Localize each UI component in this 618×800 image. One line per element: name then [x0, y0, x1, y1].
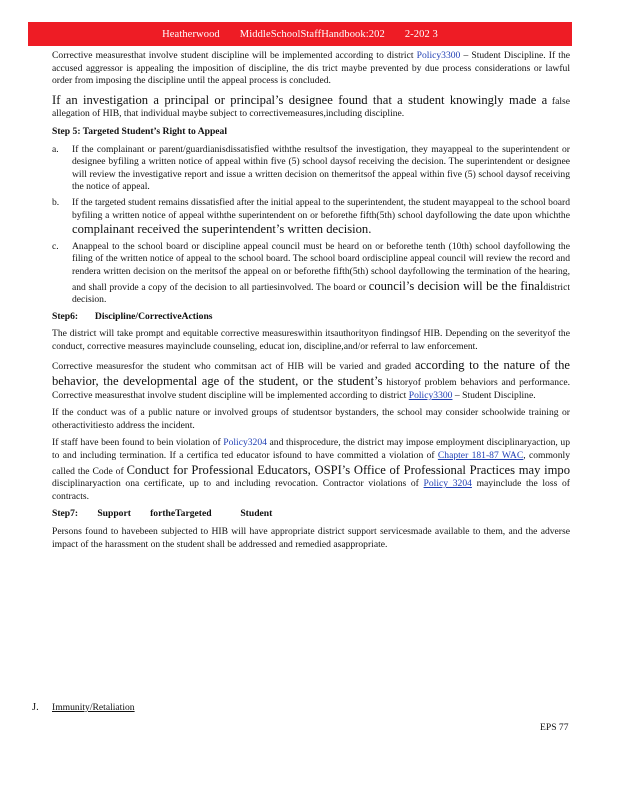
section-immunity-retaliation	[32, 702, 161, 713]
section-label: Immunity/Retaliation	[52, 702, 135, 713]
step7-heading: Step7: Support fortheTargeted Student	[52, 508, 273, 520]
policy-3300-link[interactable]: Policy3300	[408, 389, 453, 401]
list-item: b. If the targeted student remains dissatisfied after the initial appeal to the superintendent, the student mayappeal to the school board byfiling a written notice of appeal withthe superintendent on or beforethe fifth(5th) school dayfollowing the date upon whichthe complainant received the superintendent’s written decision.	[52, 196, 570, 237]
step6-heading: Step6: Discipline/CorrectiveActions	[52, 310, 213, 322]
step5-list	[52, 144, 570, 307]
paragraph-false-allegation: If an investigation a principal or principal’s designee found that a student knowingly made a false allegation of HIB, that individual maybe subject to correctivemeasures,including discipline.	[52, 92, 570, 120]
paragraph-graded-measures: Corrective measuresfor the student who commitsan act of HIB will be varied and graded according to the nature of the behavior, the developmental age of the student, or the student’s historyof problem behaviors and performance. Corrective measuresthat involve student discipline will be implemented according to district Policy3300 – Student Discipline.	[52, 358, 570, 401]
chapter-181-87-wac-link[interactable]: Chapter 181-87 WAC	[437, 450, 524, 462]
policy-3204-link[interactable]: Policy3204	[223, 437, 267, 449]
page-number: EPS 77	[540, 722, 569, 733]
paragraph-public-conduct: If the conduct was of a public nature or involved groups of studentsor bystanders, the school may consider schoolwide training or otheractivitiesto address the incident.	[52, 407, 570, 431]
step5-heading: Step 5: Targeted Student’s Right to Appeal	[52, 125, 228, 137]
paragraph-corrective-actions: The district will take prompt and equitable corrective measureswithin itsauthorityon findingsof HIB. Depending on the severityof the conduct, corrective measures mayinclude counseling, educat ion, discipline,and/or referral to law enforcement.	[52, 328, 570, 352]
header-school: Heatherwood	[162, 28, 220, 40]
policy-3300-link[interactable]: Policy3300	[416, 50, 461, 61]
paragraph-corrective-measures: Corrective measuresthat involve student discipline will be implemented according to district Policy3300 – Student Discipline. If the accused aggressor is appealing the imposition of discipline, the dis trict maybe prevented by due process considerations or lawful order from imposing the discipline until the appeal process is concluded.	[52, 50, 570, 87]
list-marker: b.	[52, 196, 60, 208]
list-marker: c.	[52, 240, 59, 252]
list-marker: a.	[52, 143, 59, 155]
header-banner	[28, 22, 572, 46]
paragraph-support-services: Persons found to havebeen subjected to HIB will have appropriate district support servicesmade available to them, and the adverse impact of the harassment on the student shall be addressed and remedied asappropriate.	[52, 526, 570, 550]
policy-3204-link[interactable]: Policy 3204	[423, 478, 472, 490]
list-item: a. If the complainant or parent/guardianisdissatisfied withthe resultsof the investigation, they mayappeal to the superintendent or designee byfiling a written notice of appeal within five (5) school daysof receiving the decision. The superintendent or designee will review the investigative report and issue a written decision on themeritsof the appeal within five (5) school daysof receiving the notice of appeal.	[52, 143, 570, 193]
header-title: MiddleSchoolStaffHandbook:202	[239, 28, 385, 40]
section-marker: J.	[32, 702, 39, 713]
paragraph-staff-violation: If staff have been found to bein violation of Policy3204 and thisprocedure, the district may impose employment disciplinaryaction, up to and including termination. If a certifica ted educator isfound to have committed a violation of Chapter 181-87 WAC, commonly called the Code of Conduct for Professional Educators, OSPI’s Office of Professional Practices may impo disciplinaryaction ona certificate, up to and including revocation. Contractor violations of Policy 3204 mayinclude the loss of contracts.	[52, 437, 570, 502]
header-year: 2-202 3	[404, 28, 438, 40]
list-item: c. Anappeal to the school board or discipline appeal council must be heard on or beforethe tenth (10th) school dayfollowing the filing of the written notice of appeal to the school board. The school board ordiscipline appeal council will review the record and rendera written decision on the meritsof the appeal on or beforethe fifth(5th) school dayfollowing the termination of the hearing, and shall provide a copy of the decision to all partiesinvolved. The board or council’s decision will be the finaldistrict decision.	[52, 240, 570, 306]
document-body	[52, 50, 570, 556]
